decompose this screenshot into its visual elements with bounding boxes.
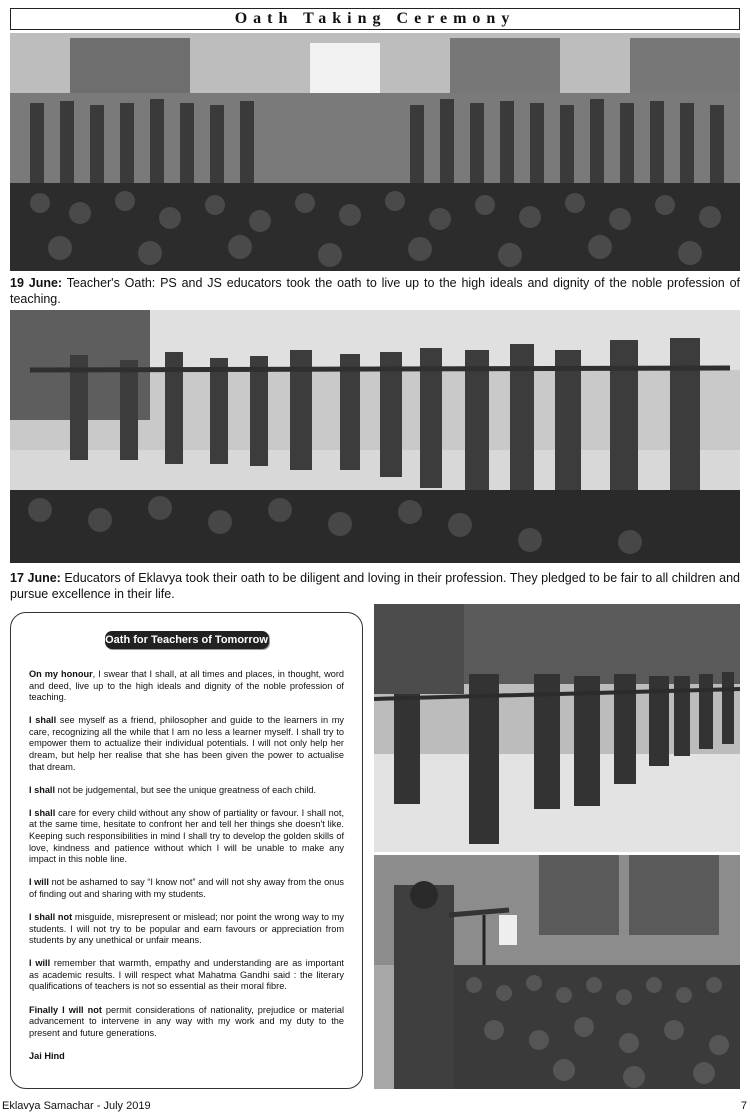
oath-box <box>10 612 363 1089</box>
oath-paragraph <box>29 808 344 866</box>
footer-publication: Eklavya Samachar - July 2019 <box>2 1100 151 1112</box>
oath-paragraph-lead: I shall <box>29 784 56 795</box>
oath-paragraph-text: see myself as a friend, philosopher and guide to the learners in my care, recognizing all the while that I am no less a learner myself. I shall try to empower them to actualize their individual potentials. I will not only help her dream, but help her realise that she has been given the power to actualise that dream. <box>29 715 344 772</box>
oath-paragraph-lead: Finally I will not <box>29 1004 102 1015</box>
oath-heading: Oath for Teachers of Tomorrow <box>105 631 269 649</box>
oath-paragraph-text: not be judgemental, but see the unique greatness of each child. <box>55 784 317 795</box>
caption-second-text: Educators of Eklavya took their oath to be diligent and loving in their profession. They pledged to be fair to all children and pursue excellence in their life. <box>10 571 740 601</box>
oath-paragraph <box>29 785 344 797</box>
oath-paragraph-text: misguide, misrepresent or mislead; nor point the wrong way to my students. I will not try to be popular and earn favours or appreciation from students by any unethical or unfair means. <box>29 912 344 946</box>
oath-paragraph <box>29 958 344 993</box>
oath-paragraph-lead: I shall not <box>29 912 73 922</box>
photo-courtyard-oath <box>374 604 740 852</box>
oath-paragraph-text: , I swear that I shall, at all times and places, in thought, word and deed, live up to the high ideals and dignity of the noble profession of teaching. <box>29 669 344 703</box>
oath-paragraph-text: care for every child without any show of partiality or favour. I shall not, at the same time, hesitate to confront her and tell her things she doesn't like. Keeping such responsibilities in mind I shall try to develop the golden skills of love, kindness and patience without which I will be unable to make any impact in this noble line. <box>29 807 344 865</box>
oath-paragraph <box>29 877 344 900</box>
photo-teachers-oath-assembly <box>10 33 740 271</box>
oath-paragraph <box>29 1005 344 1040</box>
caption-first <box>10 275 740 307</box>
oath-paragraph-text: remember that warmth, empathy and understanding are as important as academic results. I will respect what Mahatma Gandhi said : the literary qualifications of teachers is not so essential as their moral fibre. <box>29 958 344 992</box>
oath-paragraph-lead: I will <box>29 877 49 888</box>
oath-paragraph <box>29 912 344 947</box>
oath-paragraph-lead: I will <box>29 958 51 969</box>
oath-paragraph-lead: On my honour <box>29 669 93 679</box>
page-title-bar <box>10 8 740 30</box>
photo-eklavya-educators-oath <box>10 310 740 563</box>
footer-page-number: 7 <box>740 1100 747 1112</box>
oath-paragraph-lead: I shall <box>29 807 56 818</box>
oath-paragraph <box>29 669 344 704</box>
caption-second-date: 17 June: <box>10 571 61 585</box>
page-title: Oath Taking Ceremony <box>234 10 516 27</box>
caption-second <box>10 570 740 602</box>
caption-first-text: Teacher's Oath: PS and JS educators took the oath to live up to the high ideals and dignity of the noble profession of teaching. <box>10 276 740 306</box>
oath-paragraph-text: not be ashamed to say “I know not” and will not shy away from the onus of finding out and sharing with my students. <box>29 877 344 899</box>
oath-sign-off: Jai Hind <box>29 1050 65 1061</box>
oath-paragraph-lead: I shall <box>29 715 57 726</box>
caption-first-date: 19 June: <box>10 276 63 290</box>
oath-paragraph-text: permit considerations of nationality, prejudice or material advancement to intervene in any way with my work and my duty to the present and future generations. <box>29 1004 345 1038</box>
photo-teacher-at-microphone <box>374 855 740 1089</box>
oath-paragraph <box>29 715 344 773</box>
